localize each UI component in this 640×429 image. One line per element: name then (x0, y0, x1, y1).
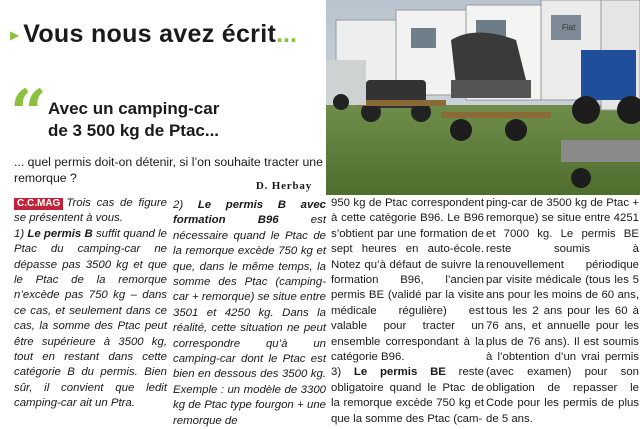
section-title-dots: ... (276, 20, 297, 48)
item-text-3: reste obligatoire quand le Ptac de la remorque excède 750 kg et que la somme des Ptac (cam- (331, 366, 484, 425)
text-column-1 (14, 196, 167, 412)
intro-text: Trois cas de figure se présentent à vous. (14, 197, 167, 225)
item-number-3: 3) (331, 366, 342, 379)
item-title-2: Le permis B avec formation B96 (173, 199, 326, 227)
text-column-3 (331, 196, 484, 427)
section-header (10, 20, 297, 49)
section-title: Vous nous avez écrit (23, 20, 277, 48)
headline-line-2: de 3 500 kg de Ptac... (48, 121, 220, 140)
photo-illustration (326, 0, 640, 195)
headline (48, 98, 318, 142)
item-title-1: Le permis B (27, 227, 93, 240)
quote-mark-icon: “ (10, 76, 47, 151)
item-title-3: Le permis BE (353, 366, 446, 379)
author-signature: D. Herbay (255, 180, 312, 192)
column-4-paragraph: ping-car de 3500 kg de Ptac + remorque) se situe entre 4251 et 7000 kg. Le permis BE reste soumis à renouvellement périodique par visite médicale (tous les 5 ans pour les moins de 60 ans, tous les 2 ans pour les 60 à 76 ans, et annuelle pour les plus de 76 ans). Il est soumis à l’obtention d’un vrai permis (avec examen) pour son obligation de repasser le Code pour les permis de plus de 5 ans. (486, 197, 639, 425)
column-3-paragraph: 950 kg de Ptac correspondent à cette catégorie B96. Le B96 s’obtient par une formation de sept heures en auto-école. Notez qu’à défaut de suivre la formation B96, l’ancien permis BE (validé par la visite médicale régulière) est valable pour tracter un ensemble correspondant à la catégorie B96. (331, 197, 484, 364)
item-number-2: 2) (173, 199, 184, 211)
camping-car-photo (326, 0, 640, 195)
text-column-4 (486, 196, 639, 427)
headline-line-1: Avec un camping-car (48, 99, 220, 118)
text-column-2 (173, 198, 326, 429)
question-text: ... quel permis doit-on détenir, si l’on souhaite tracter une remorque ? (14, 155, 323, 185)
item-text-1: suffit quand le Ptac du camping-car ne dépasse pas 3500 kg et que le Ptac de la remorque n’excède pas 750 kg – dans ce cas, et seulement dans ce cas, la somme des Ptac peut être supérieure à 3500 kg, tout en restant dans cette catégorie B du permis. Bien sûr, il convient que ledit camping-car ait un Ptra. (14, 227, 167, 410)
magazine-badge: C.C.MAG (14, 198, 63, 210)
arrow-icon: ▶ (10, 27, 20, 42)
item-text-2: est nécessaire quand le Ptac de la remorque excède 750 kg et que, dans le même temps, la somme des Ptac (camping-car + remorque) se situe entre 3501 et 4250 kg. Dans la réalité, cette situation ne peut correspondre qu’à un camping-car dont le Ptac est bien en dessous des 3500 kg. Exemple : un modèle de 3300 kg de Ptac type fourgon + une remorque de (173, 214, 326, 427)
item-number-1: 1) (14, 227, 25, 240)
photo-plate-text: Fiat (562, 23, 576, 32)
